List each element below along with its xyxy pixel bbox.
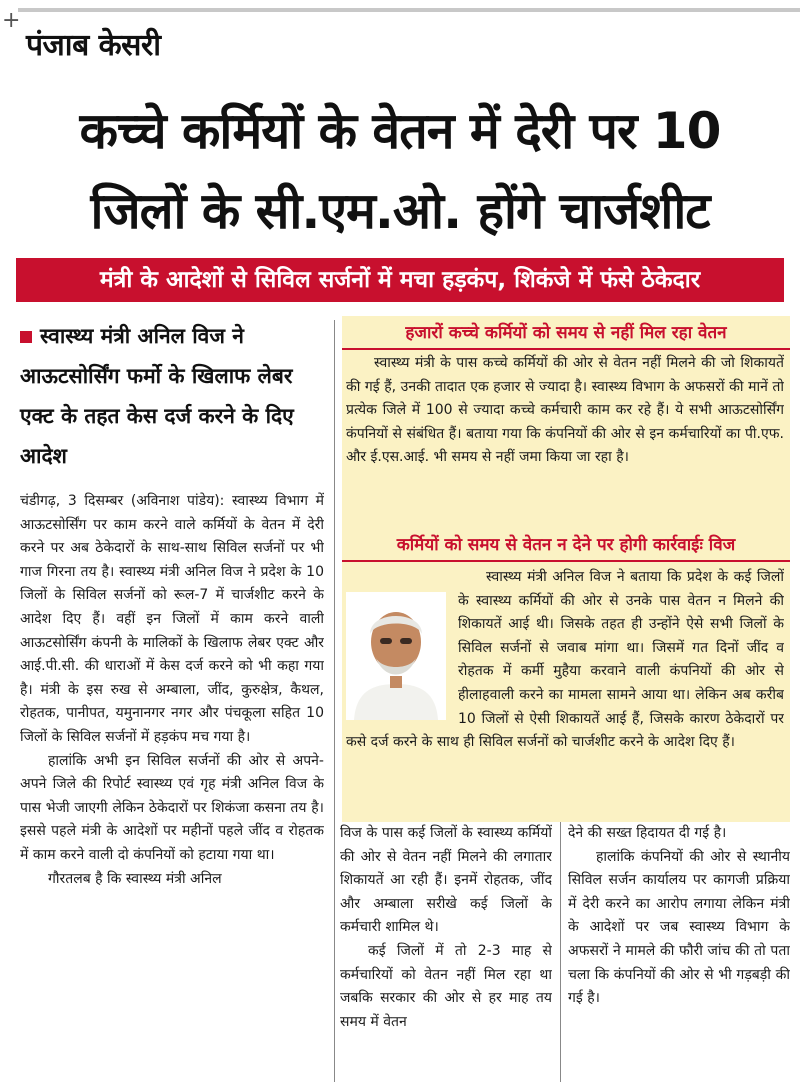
right-column: [568, 822, 790, 1084]
article-paragraph: हालांकि अभी इन सिविल सर्जनों की ओर से अपने-अपने जिले की रिपोर्ट स्वास्थ्य एवं गृह मंत्री अनिल विज के पास भेजी जाएगी लेकिन ठेकेदारों पर शिकंजा कसना तय है। इससे पहले मंत्री के आदेशों पर महीनों पहले जींद व रोहतक में काम करने वाली दो कंपनियों को हटाया गया था।: [20, 752, 324, 863]
top-rule: [18, 8, 800, 12]
article-paragraph: गौरतलब है कि स्वास्थ्य मंत्री अनिल: [48, 870, 222, 887]
newspaper-name: पंजाब केसरी: [26, 28, 161, 63]
box2-subhead: कर्मियों को समय से वेतन न देने पर होगी कार्रवाईः विज: [396, 535, 736, 555]
article-paragraph: चंडीगढ़, 3 दिसम्बर (अविनाश पांडेय): स्वास्थ्य विभाग में आऊटसोर्सिंग पर काम करने वाले कर्मियों के वेतन में देरी करने पर अब ठेकेदारों के साथ-साथ सिविल सर्जनों पर भी गाज गिरना तय है। स्वास्थ्य मंत्री अनिल विज ने प्रदेश के 10 जिलों के सिविल सर्जनों को रूल-7 में चार्जशीट करने के आदेश दिए हैं। वहीं इन जिलों में काम करने वाली आऊटसोर्सिंग कंपनी के मालिकों के खिलाफ लेबर एक्ट और आई.पी.सी. की धाराओं में केस दर्ज करने को भी कहा गया है। मंत्री के इस रुख से अम्बाला, जींद, कुरुक्षेत्र, कैथल, रोहतक, पानीपत, यमुनानगर नगर और पंचकूला सहित 10 जिलों के सिविल सर्जनों में हड़कंप मच गया है।: [20, 493, 324, 745]
right-paragraph: हालांकि कंपनियों की ओर से स्थानीय सिविल सर्जन कार्यालय पर कागजी प्रक्रिया में देरी करने का आरोप लगाया लेकिन मंत्री के आदेशों पर जब स्वास्थ्य विभाग के अफसरों ने मामले की फौरी जांच की तो पता चला कि कंपनियों की ओर से भी गड़बड़ी की गई है।: [568, 848, 790, 1007]
bullet-square-icon: [20, 331, 32, 343]
headline-line-2: जिलों के सी.एम.ओ. होंगे चार्जशीट: [90, 182, 710, 240]
minister-photo: [346, 592, 446, 720]
box1-body: [346, 352, 784, 522]
middle-paragraph: कई जिलों में तो 2-3 माह से कर्मचारियों को वेतन नहीं मिल रहा था जबकि सरकार की ओर से हर माह तय समय में वेतन: [340, 942, 552, 1030]
box1-paragraph: स्वास्थ्य मंत्री के पास कच्चे कर्मियों की ओर से वेतन नहीं मिलने की जो शिकायतें की गई हैं, उनकी तादात एक हजार से ज्यादा है। स्वास्थ्य विभाग के अफसरों की मानें तो प्रत्येक जिले में 100 से ज्यादा कच्चे कर्मचारी काम कर रहे हैं। ये सभी आऊटसोर्सिंग कंपनियों से संबंधित हैं। बताया गया कि कंपनियों की ओर से इन कर्मचारियों का पी.एफ. और ई.एस.आई. भी समय से नहीं जमा किया जा रहा है।: [346, 355, 784, 466]
column-divider: [334, 320, 335, 1082]
column-divider: [560, 822, 561, 1082]
right-paragraph: देने की सख्त हिदायत दी गई है।: [568, 825, 727, 841]
box2-paragraph: स्वास्थ्य मंत्री अनिल विज ने बताया कि प्रदेश के कई जिलों के स्वास्थ्य कर्मियों की ओर से उनके पास वेतन न मिलने की शिकायतें आई थी। जिसके तहत ही उन्होंने ऐसे सभी जिलों के सिविल सर्जनों से जवाब मांगा था। जिसमें गत दिनों जींद व रोहतक में कर्मी मुहैया करवाने वाली कंपनियों की ओर से हीलाहवाली करने का मामला सामने आया था। लेकिन अब करीब 10 जिलों से ऐसी शिकायतें आई हैं, जिसके कारण ठेकेदारों पर कसे दर्ज करने के साथ ही सिविल सर्जनों को चार्जशीट करने के आदेश दिए हैं।: [346, 569, 784, 751]
box2-rule: [342, 560, 790, 562]
headline-line-1: कच्चे कर्मियों के वेतन में देरी पर 10: [79, 102, 721, 160]
main-article-column: [20, 490, 324, 1086]
box1-subhead: हजारों कच्चे कर्मियों को समय से नहीं मिल रहा वेतन: [405, 323, 727, 343]
middle-paragraph: विज के पास कई जिलों के स्वास्थ्य कर्मियों की ओर से वेतन नहीं मिलने की लगातार शिकायतें आ रही हैं। इनमें रोहतक, जींद और अम्बाला सरीखे कई जिलों के कर्मचारी शामिल थे।: [340, 825, 552, 936]
subheadline-text: मंत्री के आदेशों से सिविल सर्जनों में मचा हड़कंप, शिकंजे में फंसे ठेकेदार: [99, 267, 701, 293]
subheadline-banner: [16, 258, 784, 302]
plus-icon: +: [2, 8, 21, 33]
kicker: [20, 316, 320, 476]
kicker-text: स्वास्थ्य मंत्री अनिल विज ने आऊटसोर्सिंग फर्मो के खिलाफ लेबर एक्ट के तहत केस दर्ज करने के दिए आदेश: [20, 324, 294, 468]
middle-column: [340, 822, 552, 1084]
box1-rule: [342, 348, 790, 350]
box2-body: [346, 566, 784, 816]
